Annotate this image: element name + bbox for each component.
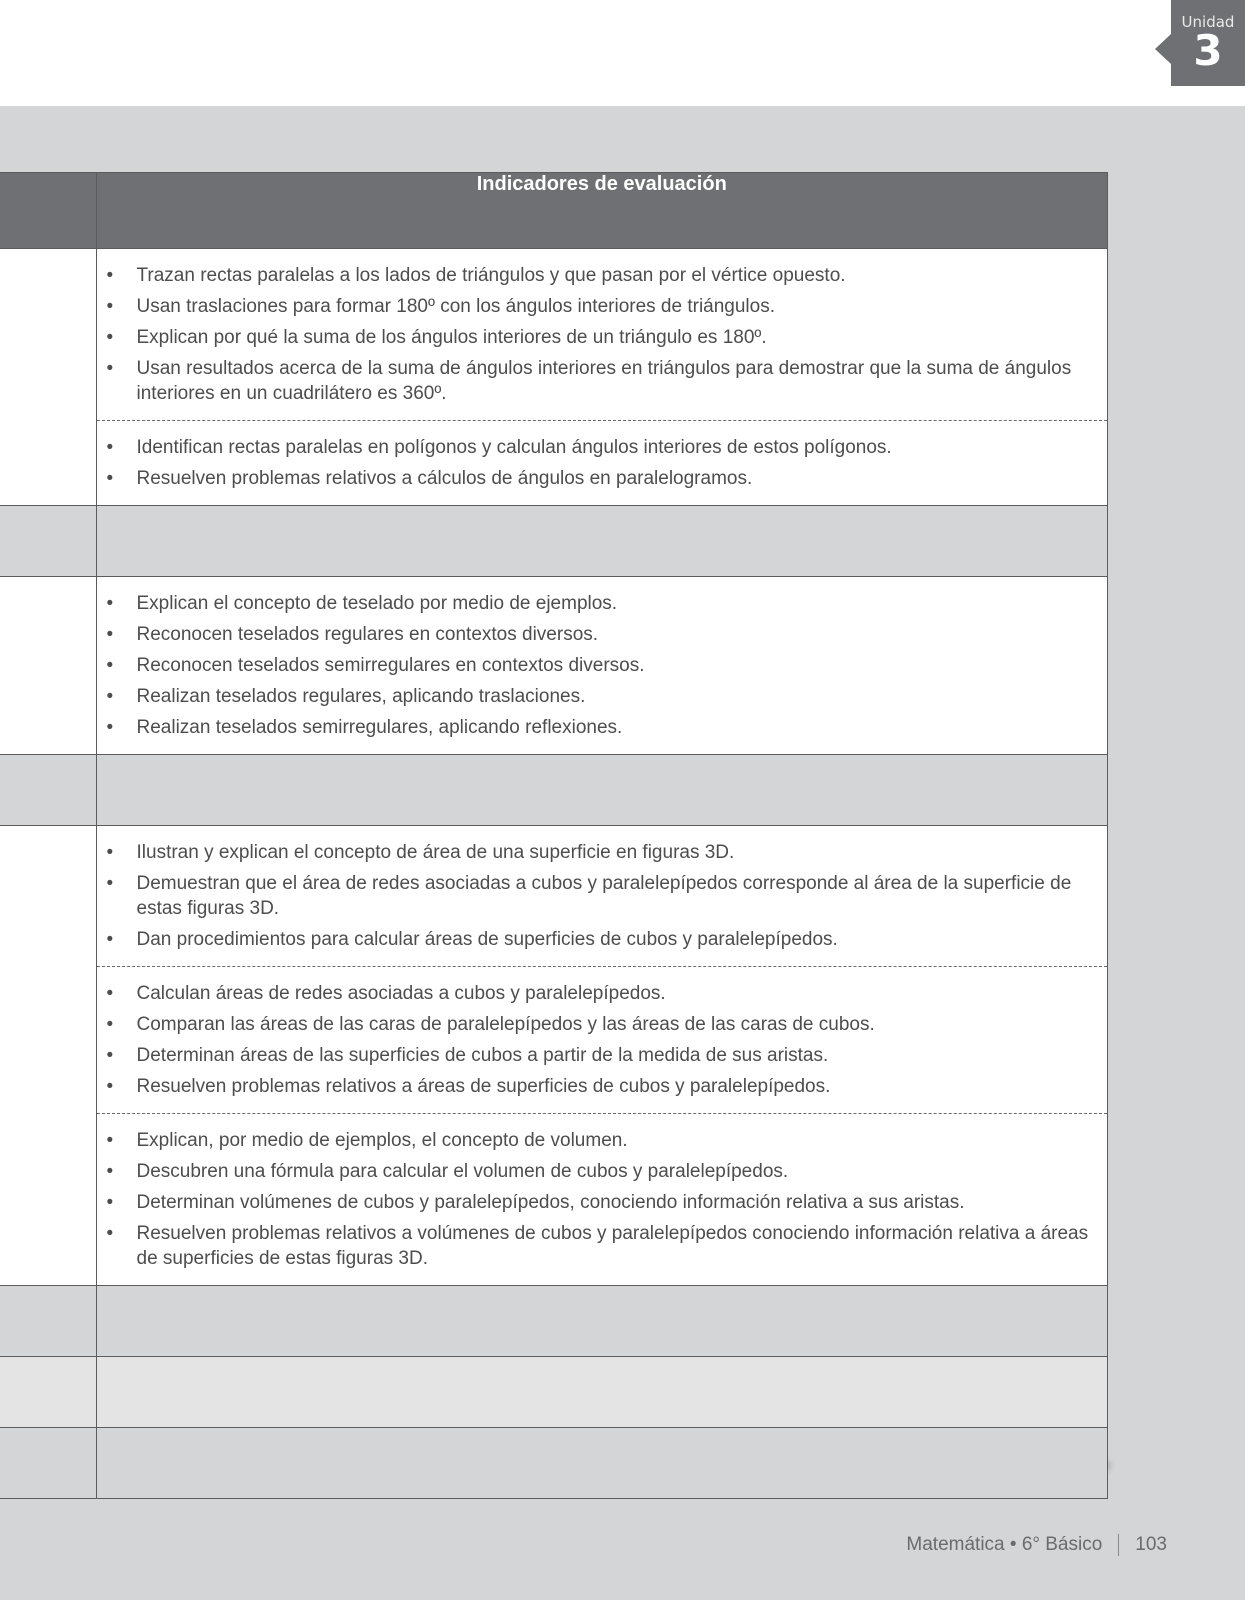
indicator-list xyxy=(97,1114,1108,1285)
indicator-item: • Identifican rectas paralelas en polígonos y calculan ángulos interiores de estos polígonos. xyxy=(137,435,1092,460)
unit-number: 3 xyxy=(1193,26,1223,75)
page-footer xyxy=(906,1534,1167,1556)
indicator-item: • Resuelven problemas relativos a cálculos de ángulos en paralelogramos. xyxy=(137,466,1092,491)
indicator-item: • Realizan teselados semirregulares, aplicando reflexiones. xyxy=(137,715,1092,740)
indicator-group xyxy=(0,1114,1108,1286)
table-header-row xyxy=(0,173,1108,249)
indicator-item: • Descubren una fórmula para calcular el volumen de cubos y paralelepípedos. xyxy=(137,1159,1092,1184)
indicator-item: • Reconocen teselados semirregulares en contextos diversos. xyxy=(137,653,1092,678)
left-cell xyxy=(0,421,96,506)
indicator-item: • Calculan áreas de redes asociadas a cubos y paralelepípedos. xyxy=(137,981,1092,1006)
empty-row xyxy=(0,506,1108,577)
left-cell xyxy=(0,577,96,755)
left-cell xyxy=(0,967,96,1114)
indicator-item: • Explican, por medio de ejemplos, el concepto de volumen. xyxy=(137,1128,1092,1153)
left-cell xyxy=(0,506,96,577)
empty-cell xyxy=(96,1286,1108,1357)
indicator-item: • Resuelven problemas relativos a áreas de superficies de cubos y paralelepípedos. xyxy=(137,1074,1092,1099)
footer-divider xyxy=(1118,1534,1119,1556)
empty-cell xyxy=(96,1357,1108,1428)
empty-cell xyxy=(96,1428,1108,1499)
indicator-cell xyxy=(96,249,1108,421)
indicator-list xyxy=(97,249,1108,420)
indicator-item: • Trazan rectas paralelas a los lados de triángulos y que pasan por el vértice opuesto. xyxy=(137,263,1092,288)
left-cell xyxy=(0,826,96,967)
indicator-item: • Comparan las áreas de las caras de paralelepípedos y las áreas de las caras de cubos. xyxy=(137,1012,1092,1037)
indicator-list xyxy=(97,577,1108,754)
left-cell xyxy=(0,1286,96,1357)
left-cell xyxy=(0,1114,96,1286)
indicator-item: • Resuelven problemas relativos a volúmenes de cubos y paralelepípedos conociendo información relativa a áreas de superficies de estas figuras 3D. xyxy=(137,1221,1092,1271)
indicator-cell xyxy=(96,577,1108,755)
footer-subject: Matemática • 6° Básico xyxy=(906,1534,1103,1555)
indicator-cell xyxy=(96,826,1108,967)
indicator-cell xyxy=(96,421,1108,506)
indicator-list xyxy=(97,421,1108,505)
indicator-group xyxy=(0,249,1108,421)
empty-row xyxy=(0,755,1108,826)
indicator-group xyxy=(0,967,1108,1114)
empty-cell xyxy=(96,506,1108,577)
indicator-cell xyxy=(96,1114,1108,1286)
left-cell xyxy=(0,1357,96,1428)
empty-row xyxy=(0,1428,1108,1499)
table-header: Indicadores de evaluación xyxy=(96,173,1108,249)
left-cell xyxy=(0,755,96,826)
indicator-group xyxy=(0,826,1108,967)
indicator-group xyxy=(0,577,1108,755)
indicator-item: • Reconocen teselados regulares en contextos diversos. xyxy=(137,622,1092,647)
indicator-group xyxy=(0,421,1108,506)
page-number: 103 xyxy=(1135,1534,1167,1555)
indicator-item: • Dan procedimientos para calcular áreas de superficies de cubos y paralelepípedos. xyxy=(137,927,1092,952)
indicator-item: • Determinan áreas de las superficies de cubos a partir de la medida de sus aristas. xyxy=(137,1043,1092,1068)
header-left-cell xyxy=(0,173,96,249)
unit-tab xyxy=(1171,0,1245,86)
table-body xyxy=(0,249,1108,1499)
indicator-item: • Explican el concepto de teselado por medio de ejemplos. xyxy=(137,591,1092,616)
indicators-table xyxy=(0,172,1108,1499)
indicator-item: • Determinan volúmenes de cubos y paralelepípedos, conociendo información relativa a sus aristas. xyxy=(137,1190,1092,1215)
indicator-item: • Explican por qué la suma de los ángulos interiores de un triángulo es 180º. xyxy=(137,325,1092,350)
indicator-item: • Realizan teselados regulares, aplicando traslaciones. xyxy=(137,684,1092,709)
unit-label: Unidad xyxy=(1181,13,1235,31)
left-cell xyxy=(0,1428,96,1499)
empty-row xyxy=(0,1286,1108,1357)
empty-cell xyxy=(96,755,1108,826)
indicator-item: • Usan resultados acerca de la suma de ángulos interiores en triángulos para demostrar que la suma de ángulos interiores en un cuadrilátero es 360º. xyxy=(137,356,1092,406)
indicator-item: • Usan traslaciones para formar 180º con los ángulos interiores de triángulos. xyxy=(137,294,1092,319)
indicator-list xyxy=(97,826,1108,966)
indicator-cell xyxy=(96,967,1108,1114)
empty-row xyxy=(0,1357,1108,1428)
left-cell xyxy=(0,249,96,421)
indicator-list xyxy=(97,967,1108,1113)
indicator-item: • Ilustran y explican el concepto de área de una superficie en figuras 3D. xyxy=(137,840,1092,865)
indicator-item: • Demuestran que el área de redes asociadas a cubos y paralelepípedos corresponde al área de la superficie de estas figuras 3D. xyxy=(137,871,1092,921)
